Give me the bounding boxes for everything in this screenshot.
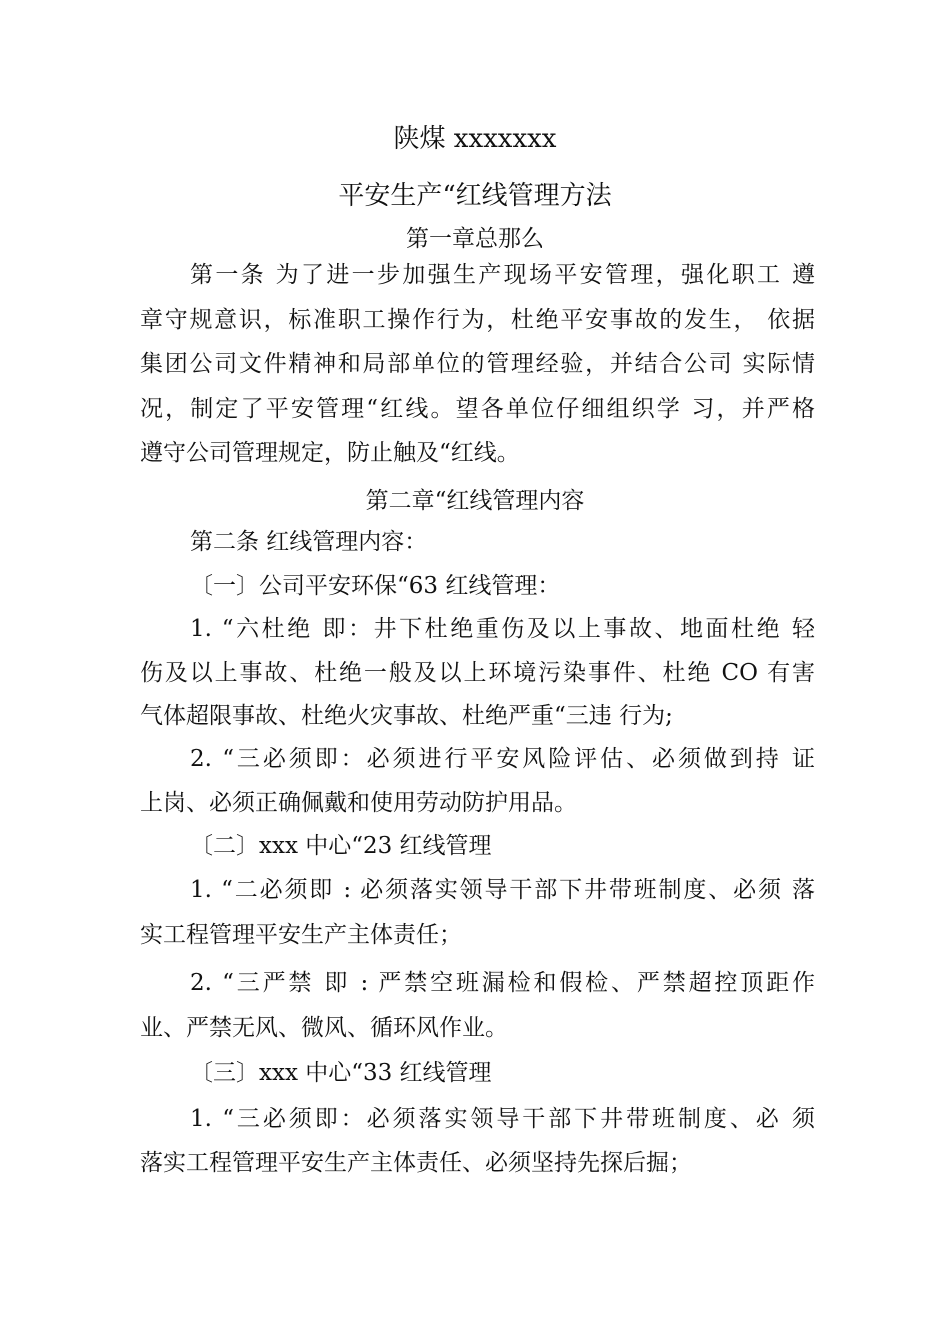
section-2-heading: 〔二〕xxx 中心“23 红线管理 <box>190 833 492 859</box>
section-2-item-2-line: 2. “三严禁 即 : 严禁空班漏检和假检、严禁超控顶距作 <box>190 970 815 996</box>
section-2-item-1-line: 实工程管理平安生产主体责任； <box>140 922 462 948</box>
article-1-line: 第一条 为了进一步加强生产现场平安管理，强化职工 遵 <box>190 262 815 288</box>
section-1-item-2-line: 上岗、必须正确佩戴和使用劳动防护用品。 <box>140 790 577 816</box>
section-1-item-1-line: 伤及以上事故、杜绝一般及以上环境污染事件、杜绝 CO 有害 <box>140 660 815 686</box>
section-1-item-1-line: 气体超限事故、杜绝火灾事故、杜绝严重“三违 行为; <box>140 703 673 729</box>
section-1-heading: 〔一〕公司平安环保“63 红线管理： <box>190 573 561 599</box>
article-2-heading: 第二条 红线管理内容： <box>190 529 428 555</box>
article-1-line: 章守规意识，标准职工操作行为，杜绝平安事故的发生， 依据 <box>140 307 815 333</box>
section-3-heading: 〔三〕xxx 中心“33 红线管理 <box>190 1060 492 1086</box>
section-3-item-1-line: 落实工程管理平安生产主体责任、必须坚持先探后掘； <box>140 1150 692 1176</box>
article-1-line: 况，制定了平安管理“红线。望各单位仔细组织学 习，并严格 <box>140 396 815 422</box>
section-1-item-1-line: 1. “六杜绝 即：井下杜绝重伤及以上事故、地面杜绝 轻 <box>190 616 815 642</box>
article-1-line: 遵守公司管理规定，防止触及“红线。 <box>140 440 520 466</box>
document-subtitle: 平安生产“红线管理方法 <box>338 181 612 211</box>
section-2-item-2-line: 业、严禁无风、微风、循环风作业。 <box>140 1015 508 1041</box>
section-2-item-1-line: 1. “二必须即 : 必须落实领导干部下井带班制度、必须 落 <box>190 877 815 903</box>
article-1-line: 集团公司文件精神和局部单位的管理经验，并结合公司 实际情 <box>140 351 815 377</box>
document-title: 陕煤 xxxxxxx <box>393 124 557 154</box>
chapter-2-heading: 第二章“红线管理内容 <box>365 488 585 514</box>
chapter-1-heading: 第一章总那么 <box>406 226 544 252</box>
section-3-item-1-line: 1. “三必须即：必须落实领导干部下井带班制度、必 须 <box>190 1106 815 1132</box>
section-1-item-2-line: 2. “三必须即：必须进行平安风险评估、必须做到持 证 <box>190 746 815 772</box>
